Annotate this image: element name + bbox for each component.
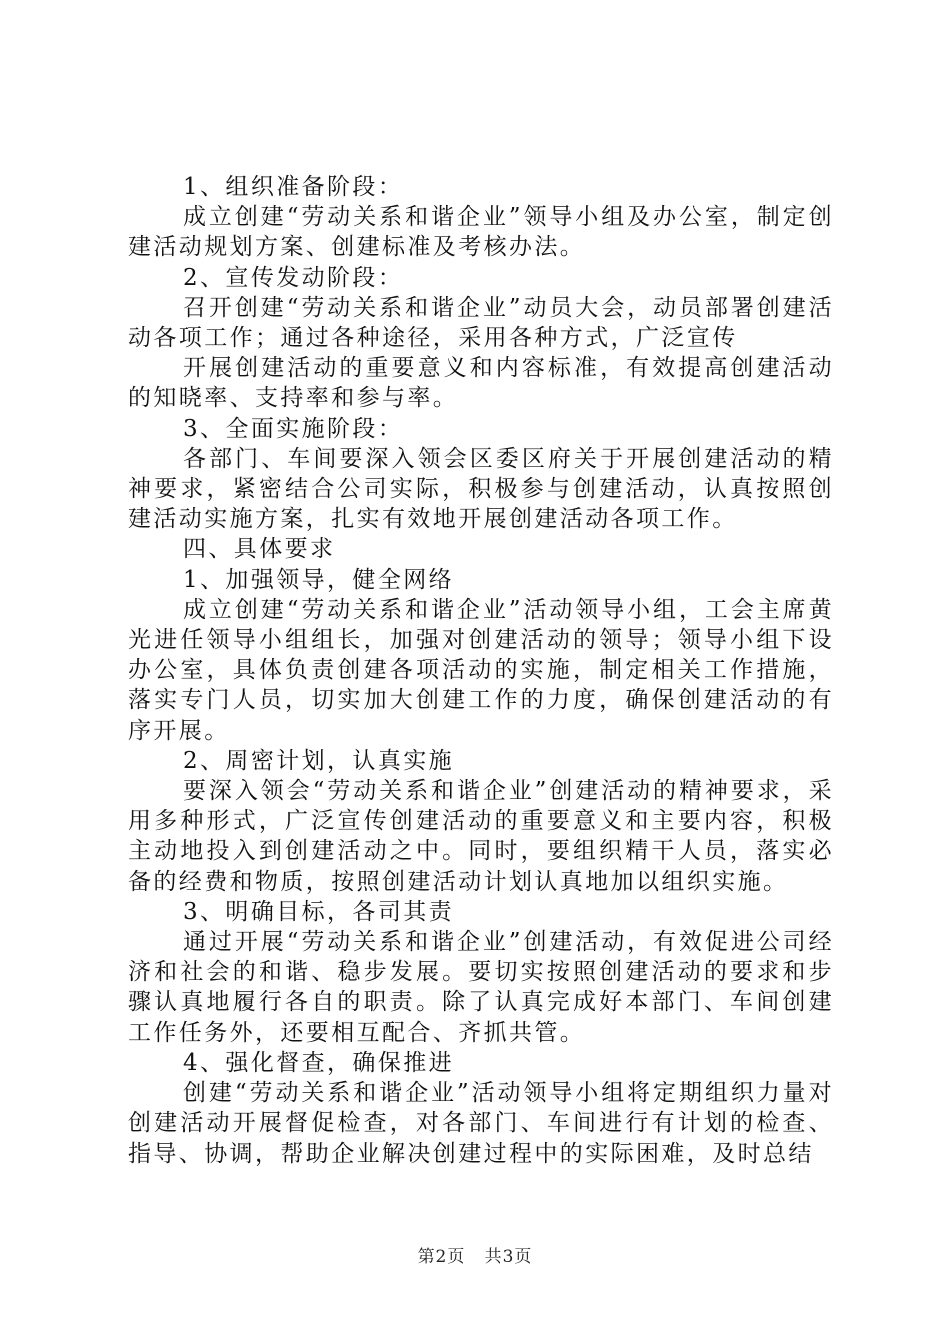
page-footer	[0, 1242, 950, 1267]
paragraph-publicity-2: 开展创建活动的重要意义和内容标准，有效提高创建活动的知晓率、支持率和参与率。	[128, 355, 834, 412]
subheading-supervision: 4、强化督查，确保推进	[183, 1049, 455, 1076]
subheading-leadership: 1、加强领导，健全网络	[183, 566, 455, 593]
paragraph-organize: 成立创建“劳动关系和谐企业”领导小组及办公室，制定创建活动规划方案、创建标准及考核办法。	[128, 204, 834, 261]
paragraph-publicity-1: 召开创建“劳动关系和谐企业”动员大会，动员部署创建活动各项工作；通过各种途径，采用各种方式，广泛宣传	[128, 294, 834, 352]
document-body	[128, 172, 834, 1169]
paragraph-planning: 要深入领会“劳动关系和谐企业”创建活动的精神要求，采用多种形式，广泛宣传创建活动的重要意义和主要内容，积极主动地投入到创建活动之中。同时，要组织精干人员，落实必备的经费和物质，按照创建活动计划认真地加以组织实施。	[128, 778, 834, 895]
section-heading-implement: 3、全面实施阶段：	[183, 415, 404, 442]
paragraph-goals: 通过开展“劳动关系和谐企业”创建活动，有效促进公司经济和社会的和谐、稳步发展。要切实按照创建活动的要求和步骤认真地履行各自的职责。除了认真完成好本部门、车间创建工作任务外，还要相互配合、齐抓共管。	[128, 929, 834, 1046]
section-heading-requirements: 四、具体要求	[183, 536, 336, 563]
section-heading-publicity: 2、宣传发动阶段：	[183, 264, 404, 291]
subheading-goals: 3、明确目标，各司其责	[183, 898, 455, 925]
subheading-planning: 2、周密计划，认真实施	[183, 747, 455, 774]
page-total: 共3页	[484, 1247, 533, 1267]
paragraph-supervision: 创建“劳动关系和谐企业”活动领导小组将定期组织力量对创建活动开展督促检查，对各部门、车间进行有计划的检查、指导、协调，帮助企业解决创建过程中的实际困难，及时总结	[128, 1080, 834, 1167]
section-heading-organize: 1、组织准备阶段：	[183, 174, 404, 200]
paragraph-implement: 各部门、车间要深入领会区委区府关于开展创建活动的精神要求，紧密结合公司实际，积极参与创建活动，认真按照创建活动实施方案，扎实有效地开展创建活动各项工作。	[128, 445, 834, 533]
paragraph-leadership: 成立创建“劳动关系和谐企业”活动领导小组，工会主席黄光进任领导小组组长，加强对创建活动的领导；领导小组下设办公室，具体负责创建各项活动的实施，制定相关工作措施，落实专门人员，切实加大创建工作的力度，确保创建活动的有序开展。	[128, 596, 834, 744]
page-number: 第2页	[417, 1247, 466, 1267]
